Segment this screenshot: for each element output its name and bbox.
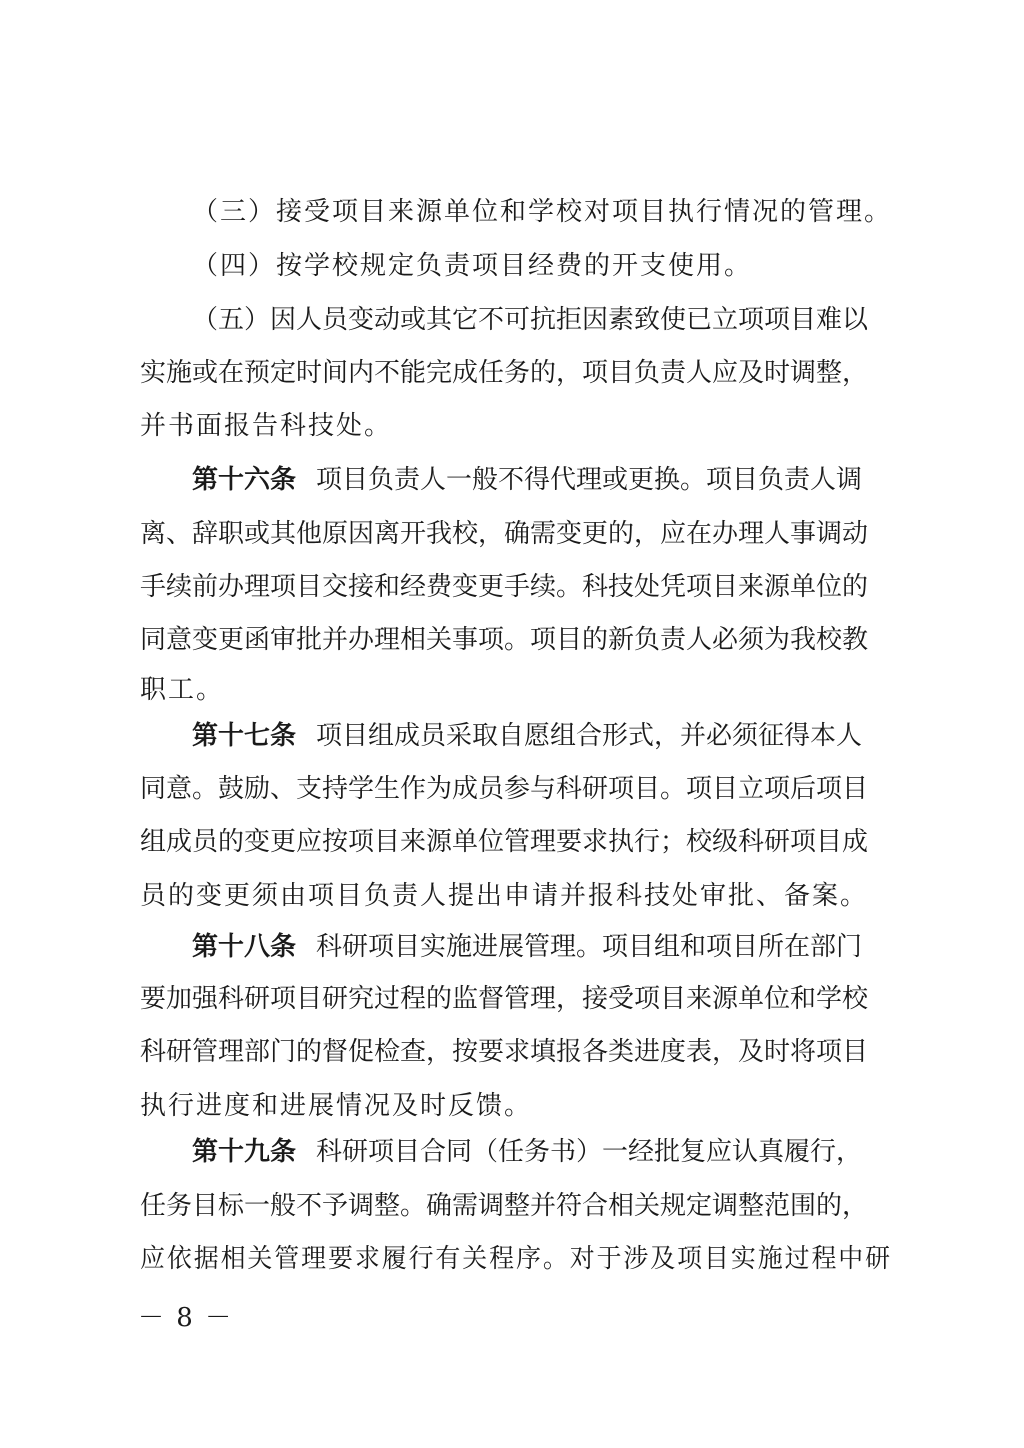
line-text: 科研管理部门的督促检查，按要求填报各类进度表，及时将项目 xyxy=(140,1037,869,1067)
text-line xyxy=(140,618,892,662)
text-line xyxy=(140,767,892,811)
article-heading: 第十九条 xyxy=(192,1137,297,1167)
line-text: （四）按学校规定负责项目经费的开支使用。 xyxy=(192,251,753,281)
line-text: 任务目标一般不予调整。确需调整并符合相关规定调整范围的， xyxy=(140,1191,869,1221)
line-text: 科研项目实施进展管理。项目组和项目所在部门 xyxy=(316,932,863,962)
article-heading: 第十六条 xyxy=(192,465,297,495)
text-line xyxy=(140,1084,892,1128)
line-text: 组成员的变更应按项目来源单位管理要求执行；校级科研项目成 xyxy=(140,827,869,857)
text-line xyxy=(192,190,892,234)
text-line xyxy=(140,668,892,712)
text-line xyxy=(192,925,892,969)
text-line xyxy=(140,512,892,556)
line-text: 手续前办理项目交接和经费变更手续。科技处凭项目来源单位的 xyxy=(140,572,869,602)
line-text: 要加强科研项目研究过程的监督管理，接受项目来源单位和学校 xyxy=(140,984,869,1014)
text-line xyxy=(140,977,892,1021)
text-line xyxy=(192,1130,892,1174)
text-line xyxy=(192,244,892,288)
line-text: （五）因人员变动或其它不可抗拒因素致使已立项项目难以 xyxy=(192,305,869,335)
line-text: 同意。鼓励、支持学生作为成员参与科研项目。项目立项后项目 xyxy=(140,774,869,804)
line-text: 员的变更须由项目负责人提出申请并报科技处审批、备案。 xyxy=(140,881,869,911)
line-text: 职工。 xyxy=(140,675,225,705)
line-text: 项目组成员采取自愿组合形式，并必须征得本人 xyxy=(316,721,863,751)
text-line xyxy=(140,820,892,864)
line-text: 并书面报告科技处。 xyxy=(140,411,393,441)
page-number: － 8 － xyxy=(138,1303,234,1333)
line-text: 执行进度和进展情况及时反馈。 xyxy=(140,1091,533,1121)
line-text: （三）接受项目来源单位和学校对项目执行情况的管理。 xyxy=(192,197,893,227)
line-text: 项目负责人一般不得代理或更换。项目负责人调 xyxy=(316,465,863,495)
text-line xyxy=(140,1030,892,1074)
text-line xyxy=(140,565,892,609)
text-line xyxy=(192,458,892,502)
line-text: 离、辞职或其他原因离开我校，确需变更的，应在办理人事调动 xyxy=(140,519,869,549)
text-line xyxy=(192,714,892,758)
line-text: 科研项目合同（任务书）一经批复应认真履行， xyxy=(316,1137,863,1167)
text-line xyxy=(140,1237,893,1281)
article-heading: 第十八条 xyxy=(192,932,297,962)
text-line xyxy=(140,874,892,918)
text-line xyxy=(140,1184,892,1228)
text-line xyxy=(140,404,892,448)
line-text: 同意变更函审批并办理相关事项。项目的新负责人必须为我校教 xyxy=(140,625,869,655)
text-line xyxy=(192,298,892,342)
line-text: 应依据相关管理要求履行有关程序。对于涉及项目实施过程中研 xyxy=(140,1244,893,1274)
line-text: 实施或在预定时间内不能完成任务的，项目负责人应及时调整， xyxy=(140,358,869,388)
article-heading: 第十七条 xyxy=(192,721,297,751)
text-line xyxy=(140,351,892,395)
